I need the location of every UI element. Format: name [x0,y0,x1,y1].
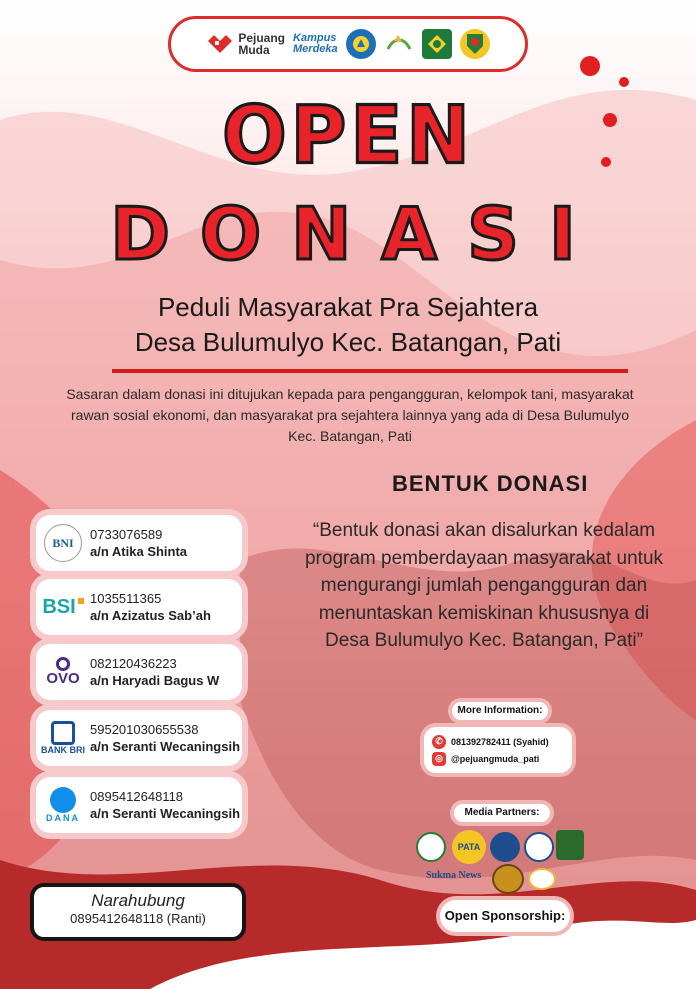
dana-logo-text: DANA [46,812,80,823]
media-partner-logo-8 [528,868,556,890]
pata-logo: PATA [452,830,486,864]
media-partner-logo-7 [492,864,524,894]
media-partner-logo-3 [490,832,520,862]
bentuk-donasi-title: BENTUK DONASI [392,471,589,496]
bri-logo-text: BANK BRI [41,744,85,755]
account-holder: a/n Haryadi Bagus W [90,673,220,688]
dana-circle-icon [50,787,76,813]
whatsapp-number: 081392782411 (Syahid) [451,736,549,747]
ovo-logo-text: OVO [46,670,80,687]
account-holder: a/n Seranti Wecaningsih [90,806,241,821]
narahubung-title: Narahubung [91,891,185,910]
divider [112,369,628,373]
bank-card-bsi [36,579,242,635]
account-number: 0895412648118 [90,789,184,804]
bri-square-icon [51,721,75,745]
bsi-logo-text: BSI [42,595,76,618]
contact-info [424,727,572,773]
whatsapp-icon: ✆ [432,735,446,749]
bri-logo [36,716,90,760]
pejuang-muda-logo [206,32,285,56]
kemenag-logo [422,29,452,59]
more-information-label: More Information: [452,702,548,720]
media-partner-logo-1 [416,832,446,862]
bsi-logo [36,585,90,629]
sukma-news-logo: Sukma News [426,870,482,881]
account-holder: a/n Azizatus Sab’ah [90,608,211,623]
bni-logo [36,521,90,565]
bni-logo-text: BNI [44,524,82,562]
open-sponsorship-label: Open Sponsorship: [440,900,570,932]
bsi-star-icon [78,598,84,604]
media-partner-logo-4 [524,832,554,862]
account-number: 082120436223 [90,656,177,671]
media-partner-logos [414,826,586,896]
ovo-logo [36,650,90,694]
account-number: 595201030655538 [90,722,199,737]
title-donasi: DONASI [110,192,606,276]
bank-card-ovo [36,644,242,700]
narahubung-number: 0895412648118 (Ranti) [70,911,206,926]
account-number: 1035511365 [90,591,162,606]
kampus-merdeka-logo: Kampus Merdeka [293,32,338,55]
bank-card-dana [36,777,242,833]
narahubung-box [30,883,246,941]
subtitle-line-2: Desa Bulumulyo Kec. Batangan, Pati [134,327,562,357]
ministry-logo [384,29,414,59]
pejuang-muda-text: Pejuang Muda [238,31,286,57]
bank-card-bni [36,515,242,571]
instagram-icon: ◎ [432,752,446,766]
tut-wuri-logo [346,29,376,59]
account-holder: a/n Seranti Wecaningsih [90,739,241,754]
instagram-handle: @pejuangmuda_pati [451,753,540,764]
ovo-circle-icon [56,657,70,671]
account-number: 0733076589 [90,527,163,542]
pati-regency-logo [460,29,490,59]
account-holder: a/n Atika Shinta [90,544,188,559]
title-open: OPEN [222,87,474,182]
partner-logos-header [168,16,528,72]
bank-card-bri [36,710,242,766]
subtitle-line-1: Peduli Masyarakat Pra Sejahtera [157,292,539,322]
bentuk-donasi-quote: “Bentuk donasi akan disalurkan kedalam program pemberdayaan masyarakat untuk mengurangi jumlah pengangguran dan menuntaskan kemiskinan khususnya di Desa Bulumulyo Kec. Batangan, Pati” [304,520,664,651]
description: Sasaran dalam donasi ini ditujukan kepada para pengangguran, kelompok tani, masyarakat rawan sosial ekonomi, dan masyarakat pra sejahtera lainnya yang ada di Desa Bulumulyo Kec. Batangan, Pati [66,386,634,444]
dana-logo [36,783,90,827]
media-partner-logo-5 [556,830,584,860]
media-partners-label: Media Partners: [454,804,550,822]
pejuang-muda-icon [206,33,234,55]
